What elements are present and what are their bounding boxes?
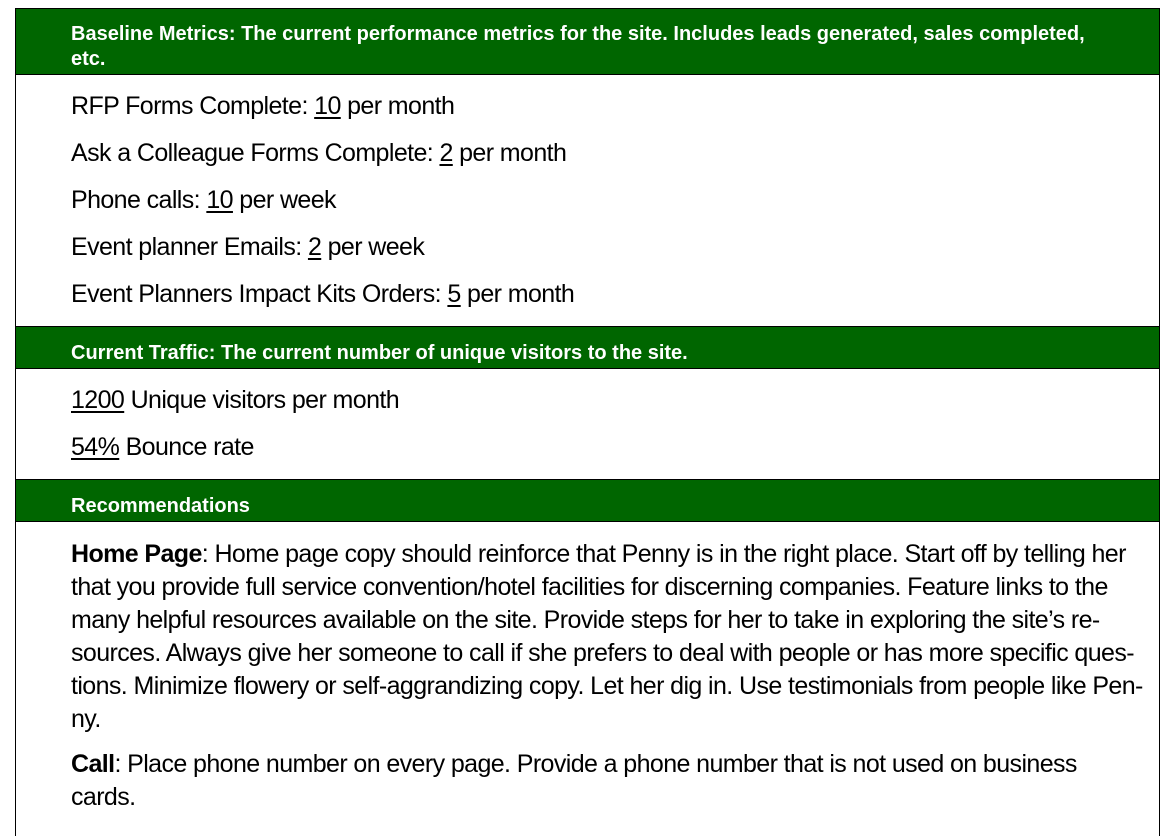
metric-unit: per week (232, 186, 336, 214)
metric-row (71, 138, 1143, 169)
traffic-value: 54% (71, 433, 120, 461)
traffic-row (71, 385, 1143, 416)
metric-label: RFP Forms Complete: (71, 92, 315, 120)
recommendation-title: Call (71, 750, 115, 778)
metric-unit: per month (340, 92, 455, 120)
metric-label: Event Planners Impact Kits Orders: (71, 280, 448, 308)
recommendation-paragraph (71, 538, 1143, 736)
current-traffic-body (16, 369, 1159, 479)
recommendations-body (16, 522, 1159, 836)
recommendation-text: : Place phone number on every page. Provide a phone number that is not used on business cards. (71, 750, 1077, 811)
recommendation-text: : Home page copy should reinforce that Penny is in the right place. Start off by telling her that you provide full service convention/hotel facilities for discerning companies. Feature links to the many helpful resources available on the site. Provide steps for her to take in exploring the site’s re-sources. Always give her someone to call if she prefers to deal with people or has more specific ques-tions. Minimize flowery or self-aggrandizing copy. Let her dig in. Use testimonials from people like Pen-ny. (71, 540, 1143, 733)
metric-value: 10 (314, 92, 341, 120)
metric-unit: per month (452, 139, 567, 167)
traffic-label: Unique visitors per month (124, 386, 400, 414)
recommendations-header: Recommendations (16, 479, 1159, 522)
metric-label: Phone calls: (71, 186, 207, 214)
metric-value: 10 (206, 186, 233, 214)
baseline-metrics-body (16, 75, 1159, 326)
metric-row (71, 232, 1143, 263)
metric-value: 2 (439, 139, 453, 167)
traffic-row (71, 432, 1143, 463)
metric-row (71, 185, 1143, 216)
recommendation-title: Home Page (71, 540, 202, 568)
metric-value: 2 (307, 233, 322, 261)
metric-label: Ask a Colleague Forms Complete: (71, 139, 440, 167)
traffic-value: 1200 (71, 386, 125, 414)
document-table (15, 8, 1160, 836)
baseline-metrics-header: Baseline Metrics: The current performance metrics for the site. Includes leads generated, sales completed, etc. (16, 8, 1159, 75)
current-traffic-header: Current Traffic: The current number of unique visitors to the site. (16, 326, 1159, 369)
recommendation-paragraph (71, 748, 1143, 814)
metric-row (71, 279, 1143, 310)
metric-value: 5 (447, 280, 461, 308)
metric-unit: per week (321, 233, 425, 261)
metric-label: Event planner Emails: (71, 233, 308, 261)
metric-unit: per month (460, 280, 575, 308)
traffic-label: Bounce rate (119, 433, 254, 461)
metric-row (71, 91, 1143, 122)
